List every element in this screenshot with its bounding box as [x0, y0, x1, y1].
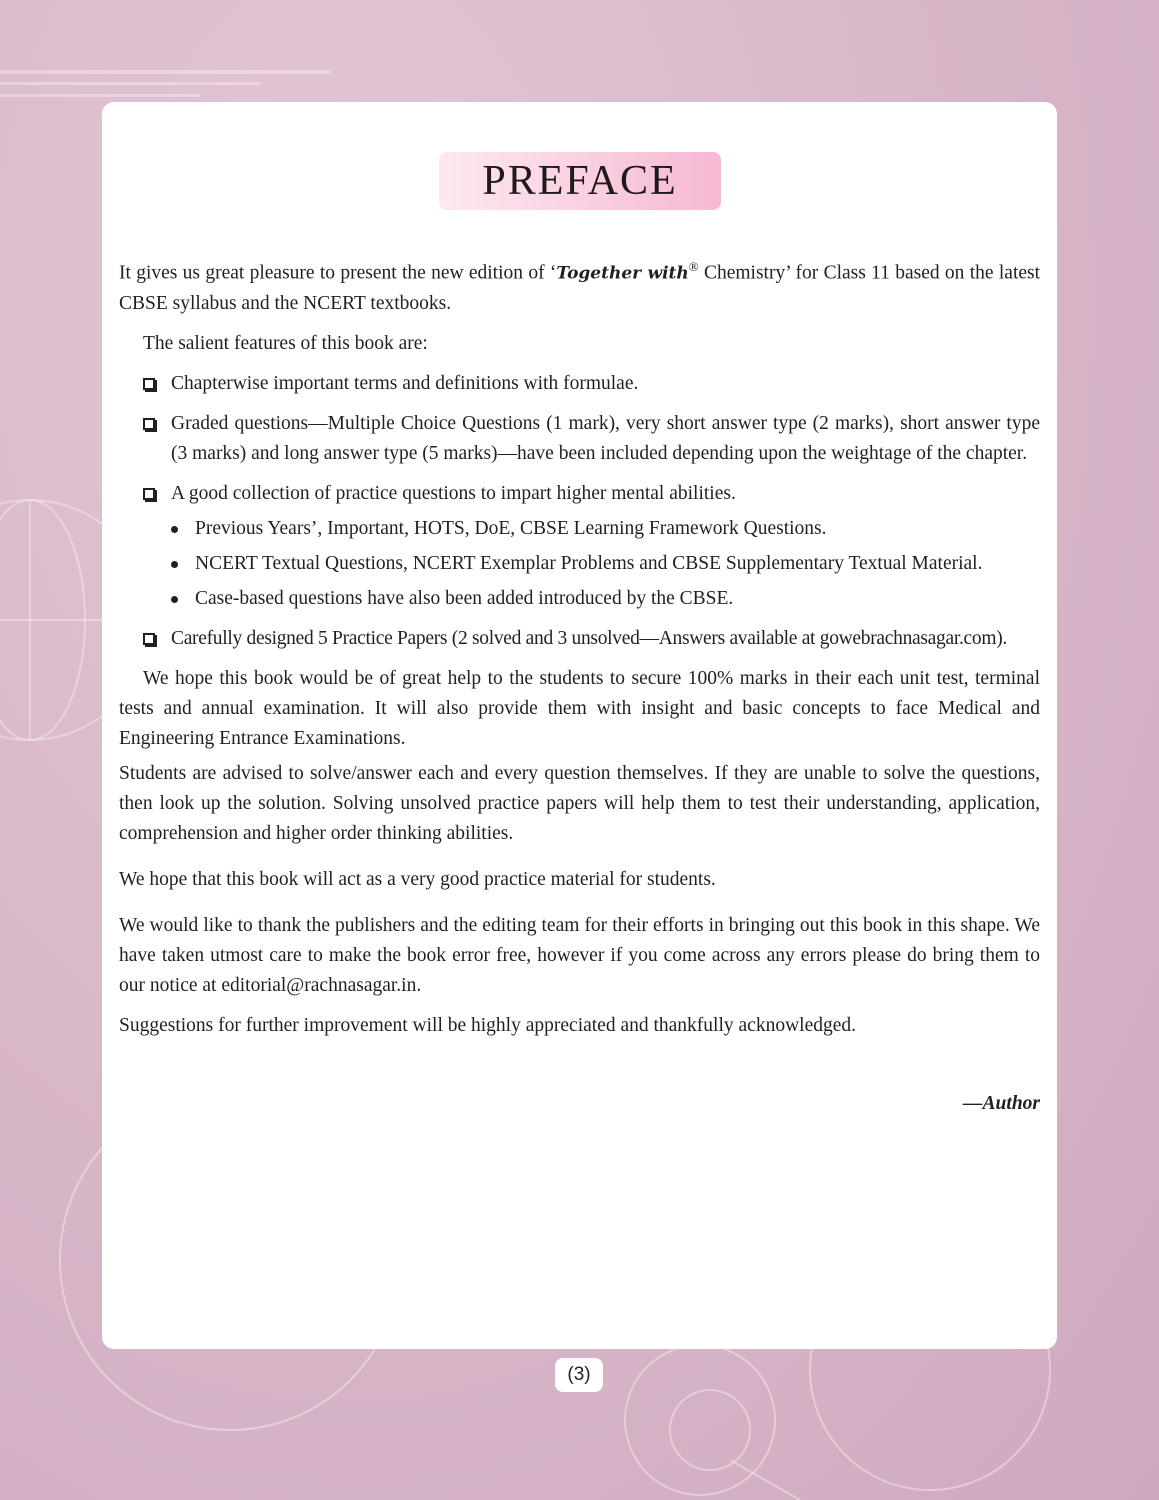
preface-page	[102, 102, 1057, 1349]
brand-name: Together with	[556, 263, 689, 284]
checkbox-square-icon	[143, 633, 155, 645]
bullet-icon	[171, 596, 178, 603]
checkbox-square-icon	[143, 378, 155, 390]
feature-item: Chapterwise important terms and definitions with formulae.	[119, 369, 1040, 399]
page-number: (3)	[555, 1358, 603, 1392]
feature-item: Carefully designed 5 Practice Papers (2 solved and 3 unsolved—Answers available at gowebrachnasagar.com).	[119, 624, 1040, 654]
feature-item: A good collection of practice questions to impart higher mental abilities.	[119, 479, 1040, 509]
sub-feature-item: Case-based questions have also been added introduced by the CBSE.	[119, 584, 1040, 614]
page-title: PREFACE	[482, 158, 678, 204]
body-paragraph: We hope that this book will act as a very good practice material for students.	[119, 868, 716, 890]
title-banner	[439, 152, 721, 210]
body-paragraph: We hope this book would be of great help to the students to secure 100% marks in their each unit test, terminal tests and annual examination. It will also provide them with insight and basic concepts to face Medical and Engineering Entrance Examinations.	[119, 667, 1040, 749]
body-paragraph: We would like to thank the publishers and the editing team for their efforts in bringing out this book in this shape. We have taken utmost care to make the book error free, however if you come across any errors please do bring them to our notice at editorial@rachnasagar.in.	[119, 914, 1040, 996]
bullet-icon	[171, 526, 178, 533]
checkbox-square-icon	[143, 488, 155, 500]
feature-item: Graded questions—Multiple Choice Questions (1 mark), very short answer type (2 marks), short answer type (3 marks) and long answer type (5 marks)—have been included depending upon the weightage of the chapter.	[119, 409, 1040, 469]
registered-mark: ®	[688, 259, 699, 274]
features-heading: The salient features of this book are:	[143, 332, 428, 354]
sub-feature-item: Previous Years’, Important, HOTS, DoE, CBSE Learning Framework Questions.	[119, 514, 1040, 544]
bullet-icon	[171, 561, 178, 568]
author-signature: —Author	[963, 1092, 1040, 1114]
body-paragraph: Suggestions for further improvement will be highly appreciated and thankfully acknowledged.	[119, 1014, 857, 1036]
checkbox-square-icon	[143, 418, 155, 430]
preface-body	[119, 252, 1040, 1119]
sub-feature-item: NCERT Textual Questions, NCERT Exemplar Problems and CBSE Supplementary Textual Material.	[119, 549, 1040, 579]
intro-paragraph: It gives us great pleasure to present the new edition of ‘Together with® Chemistry’ for Class 11 based on the latest CBSE syllabus and the NCERT textbooks.	[119, 259, 1041, 314]
body-paragraph: Students are advised to solve/answer each and every question themselves. If they are unable to solve the questions, then look up the solution. Solving unsolved practice papers will help them to test their understanding, application, comprehension and higher order thinking abilities.	[119, 762, 1040, 844]
